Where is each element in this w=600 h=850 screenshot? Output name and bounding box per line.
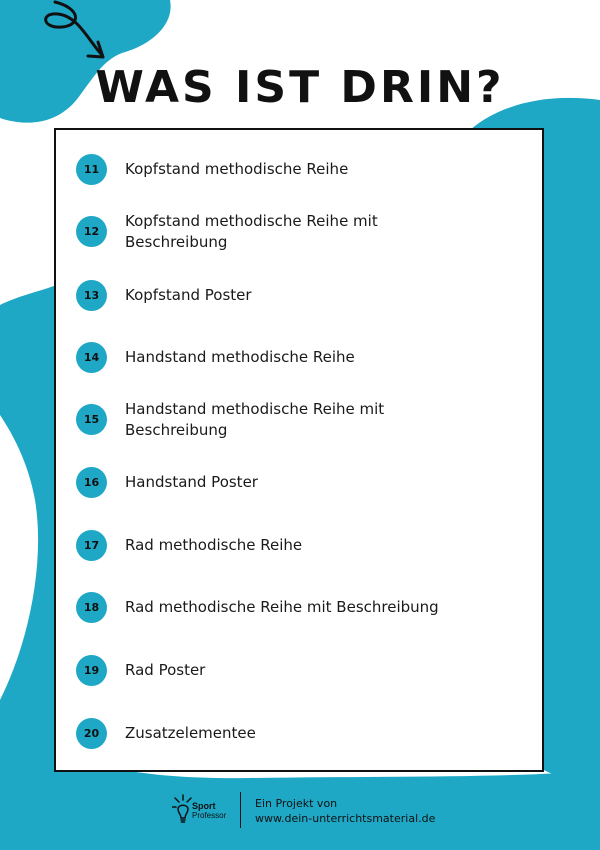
item-label: Rad Poster <box>125 661 206 679</box>
credit-text: Ein Projekt von <box>255 797 338 810</box>
item-label: Kopfstand methodische Reihe <box>125 160 349 178</box>
item-label: Kopfstand Poster <box>125 286 252 304</box>
credit-website-link[interactable]: www.dein-unterrichtsmaterial.de <box>255 812 436 825</box>
item-label: Handstand methodische Reihe <box>125 348 355 366</box>
item-label: Handstand methodische Reihe mit Beschreibung <box>125 400 385 439</box>
left-blue-band <box>0 285 56 772</box>
item-number-badge: 15 <box>76 404 107 435</box>
contents-card <box>54 128 544 772</box>
item-label: Handstand Poster <box>125 473 258 491</box>
item-number-badge: 17 <box>76 530 107 561</box>
item-number-badge: 19 <box>76 655 107 686</box>
footer-divider <box>240 792 241 828</box>
item-label: Zusatzelementee <box>125 724 256 742</box>
item-number-badge: 12 <box>76 216 107 247</box>
footer <box>0 790 600 835</box>
page-title: WAS IST DRIN? <box>95 62 505 113</box>
item-number-badge: 20 <box>76 718 107 749</box>
logo-text-sport: Sport <box>192 801 216 811</box>
item-number-badge: 18 <box>76 592 107 623</box>
item-label: Rad methodische Reihe mit Beschreibung <box>125 598 439 616</box>
item-number-badge: 14 <box>76 342 107 373</box>
item-label: Rad methodische Reihe <box>125 536 303 554</box>
sport-professor-logo <box>172 792 234 830</box>
item-label: Kopfstand methodische Reihe mit Beschreibung <box>125 212 378 251</box>
logo-text-professor: Professor <box>192 811 227 820</box>
item-number-badge: 13 <box>76 280 107 311</box>
item-number-badge: 16 <box>76 467 107 498</box>
lightbulb-icon <box>172 794 194 826</box>
item-number-badge: 11 <box>76 154 107 185</box>
